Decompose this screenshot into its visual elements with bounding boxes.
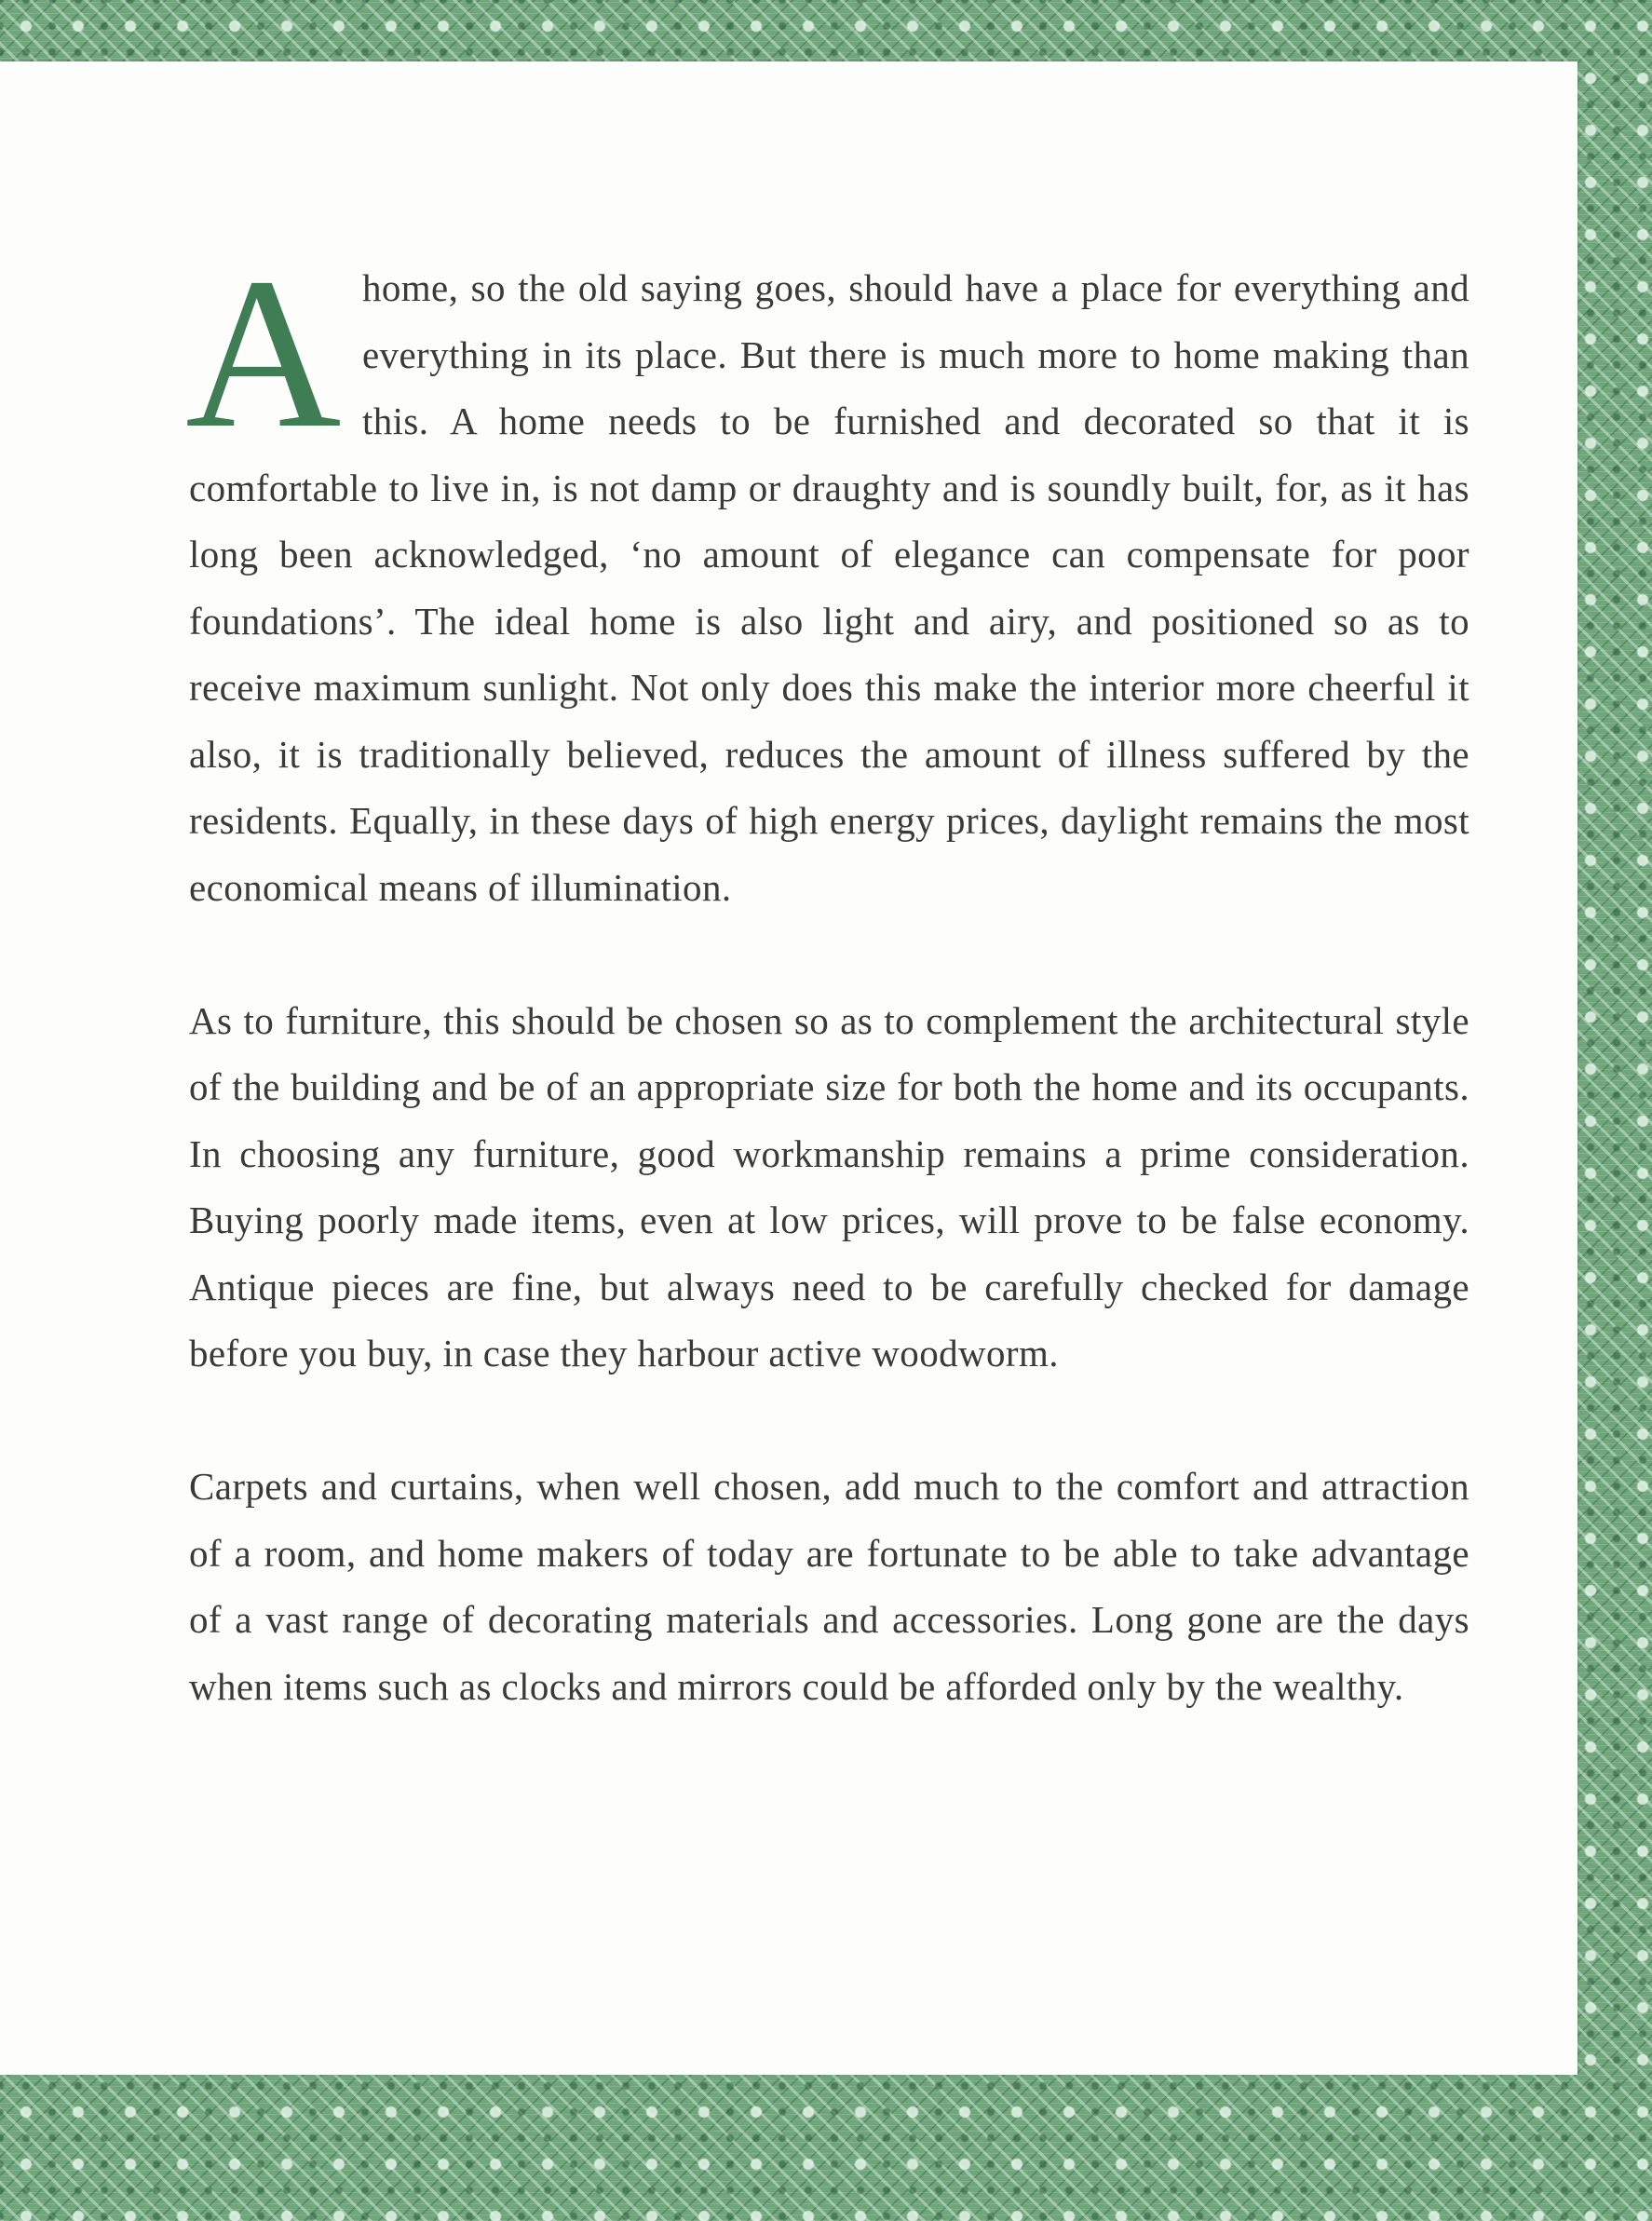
paragraph-carpets: Carpets and curtains, when well chosen, add much to the comfort and attraction of a room, and home makers of today are fortunate to be able to take advantage of a vast range of decorating materials and accessories. Long gone are the days when items such as clocks and mirrors could be afforded only by the wealthy. [189,1465,1469,1708]
drop-cap: A [185,234,342,473]
paragraph-furniture: As to furniture, this should be chosen so as to complement the architectural style of the building and be of an appropriate size for both the home and its occupants. In choosing any furniture, good workmanship remains a prime consideration. Buying poorly made items, even at low prices, will prove to be false economy. Antique pieces are fine, but always need to be carefully checked for damage before you buy, in case they harbour active woodworm. [189,998,1469,1375]
page-sheet [0,61,1578,2075]
article-body [185,234,1469,1787]
paragraph-intro-text: home, so the old saying goes, should have a place for everything and everything in its place. But there is much more to home making than this. A home needs to be furnished and decorated so that it is comfortable to live in, is not damp or draughty and is soundly built, for, as it has long been acknowledged, ‘no amount of elegance can compensate for poor foundations’. The ideal home is also light and airy, and positioned so as to receive maximum sunlight. Not only does this make the interior more cheerful it also, it is traditionally believed, reduces the amount of illness suffered by the residents. Equally, in these days of high energy prices, daylight remains the most economical means of illumination. [189,266,1469,909]
paragraph-intro [185,234,1469,921]
